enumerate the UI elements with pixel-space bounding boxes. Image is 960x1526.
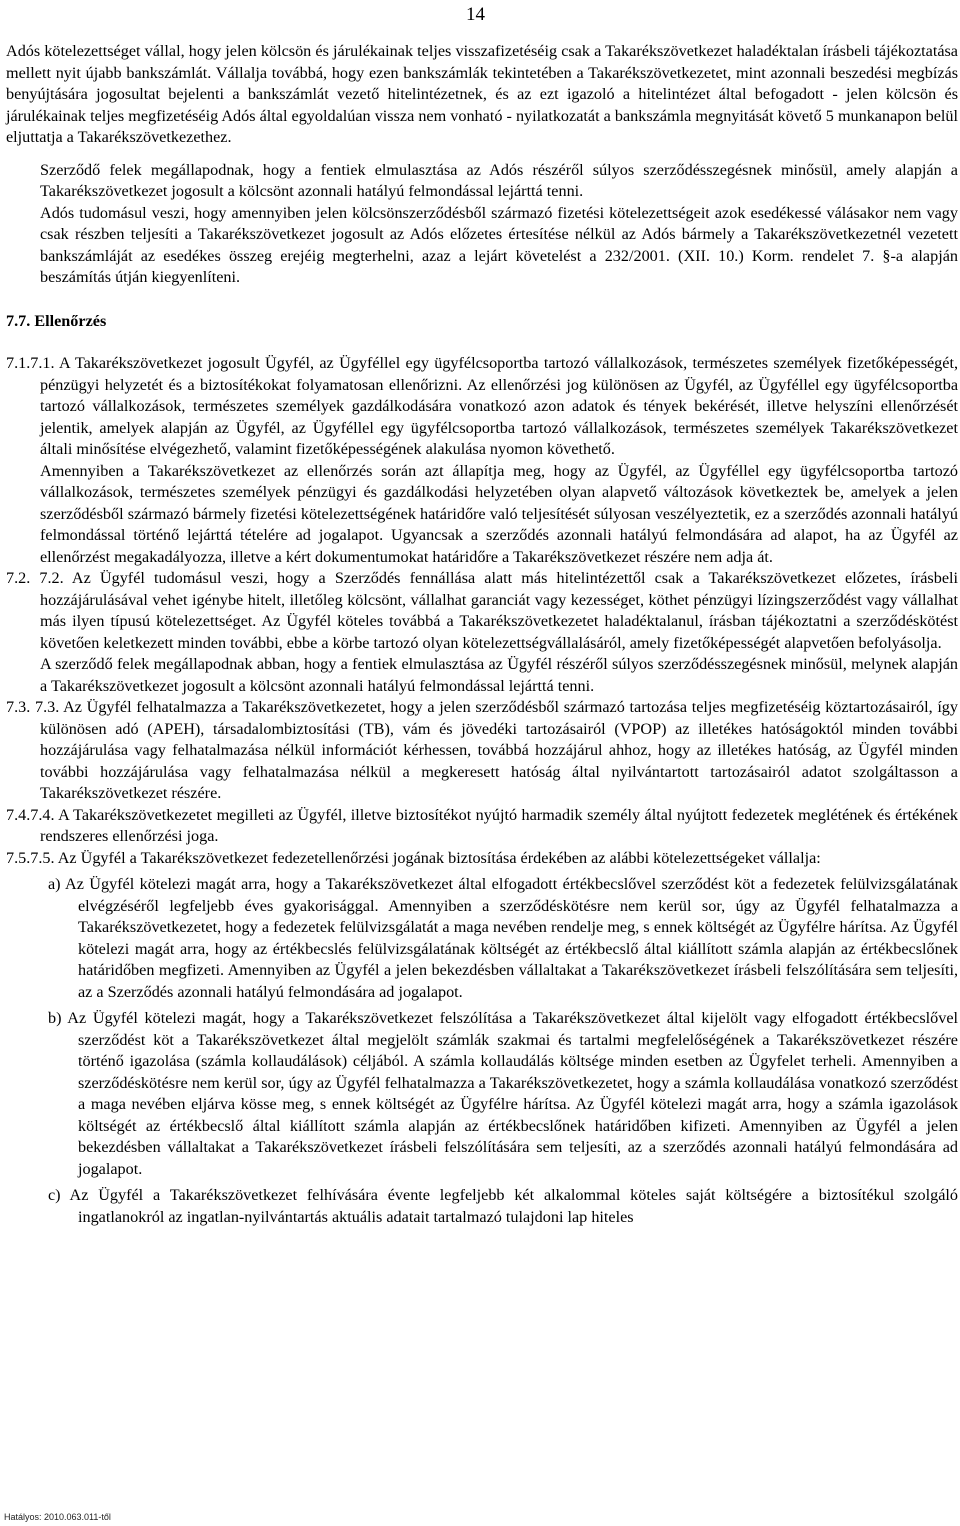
spacer <box>6 332 958 353</box>
paragraph-breach: Szerződő felek megállapodnak, hogy a fentiek elmulasztása az Adós részéről súlyos szerződésszegésnek minősül, amely alapján a Takarékszövetkezet jogosult a kölcsönt azonnali hatályú felmondással lejárttá tenni. <box>40 160 958 200</box>
spacer <box>6 149 958 160</box>
list-item-a: a) Az Ügyfél kötelezi magát arra, hogy a Takarékszövetkezet által elfogadott értékbecslővel szerződést köt a fedezetek felülvizsgálatának elvégzéséről legfeljebb éves gyakorisággal. Amennyiben a szerződéskötésre nem kerül sor, úgy az Ügyfél felhatalmazza a Takarékszövetkezetet, hogy a fedezetek felülvizsgálatát a maga nevében rendelje meg, s ennek költségét az Ügyfélre hárítsa. Az Ügyfél kötelezi magát arra, hogy az értékbecslés felülvizsgálatának költségét az értékbecslő által kiállított számla alapján az értékbecslőnek határidőben megfizeti. Amennyiben az Ügyfél a jelen bekezdésben vállaltakat a Takarékszövetkezet írásbeli felszólítására sem teljesíti, az a Szerződés azonnali hatályú felmondására ad jogalapot. <box>48 875 958 1001</box>
footer-validity: Hatályos: 2010.063.011-től <box>4 1512 111 1522</box>
spacer <box>6 289 958 311</box>
page-number: 14 <box>466 4 485 25</box>
section-7-5: 7.5.7.5. Az Ügyfél a Takarékszövetkezet fedezetellenőrzési jogának biztosítása érdekében az alábbi kötelezettségeket vállalja: <box>6 848 821 867</box>
section-7-1-continued: Amennyiben a Takarékszövetkezet az ellenőrzés során azt állapítja meg, hogy az Ügyfél, az Ügyféllel egy ügyfélcsoportba tartozó vállalkozások, természetes személyek pénzügyi és gazdálkodási helyzetében olyan alapvető változások következtek be, amelyek a jelen szerződésből származó bármely fizetési kötelezettségének határidőre való teljesítését súlyosan veszélyeztetik, ez a szerződés azonnali hatályú felmondással történő lejárttá tételére ad jogalapot. Ugyancsak a szerződés azonnali hatályú felmondására ad alapot, ha az Ügyfél az ellenőrzést megakadályozza, illetve a kért dokumentumokat határidőre a Takarékszövetkezet részére nem adja át. <box>40 461 958 566</box>
section-7-4: 7.4.7.4. A Takarékszövetkezetet megilleti az Ügyfél, illetve biztosítékot nyújtó harmadik személy által nyújtott fedezetek meglétének és értékének rendszeres ellenőrzési joga. <box>6 805 958 845</box>
section-7-3: 7.3. 7.3. Az Ügyfél felhatalmazza a Takarékszövetkezetet, hogy a jelen szerződésből származó tartozása teljes megfizetéséig köztartozásairól, így különösen adó (APEH), társadalombiztosítási (TB), vám és jövedéki tartozásairól (VPOP) az illetékes hatóságoktól minden további hozzájárulása vagy felhatalmazása nélkül információt kérhessen, továbbá hozzájárul ahhoz, hogy az illetékes hatóság, az Ügyfél minden további hozzájárulása vagy felhatalmazása nélkül a megkeresett hatóság által nyilvántartott tartozásairól adatot szolgáltasson a Takarékszövetkezet részére. <box>6 698 958 802</box>
section-heading: 7.7. Ellenőrzés <box>6 311 107 330</box>
list-item-c: c) Az Ügyfél a Takarékszövetkezet felhívására évente legfeljebb két alkalommal köteles saját költségére a biztosítékul szolgáló ingatlanokról az ingatlan-nyilvántartás aktuális adatait tartalmazó tulajdoni lap hiteles <box>48 1186 958 1226</box>
paragraph-offset: Adós tudomásul veszi, hogy amennyiben jelen kölcsönszerződésből származó fizetési kötelezettségeit azok esedékessé válásakor nem vagy csak részben teljesíti a Takarékszövetkezet jogosult az Adós előzetes értesítése nélkül az Adós bármely a Takarékszövetkezetnél vezetett bankszámláját az esedékes összeg erejéig megterhelni, azaz a lejárt követelést a 232/2001. (XII. 10.) Korm. rendelet 7. §-a alapján beszámítás útján kiegyenlíteni. <box>40 203 958 286</box>
section-7-2-continued: A szerződő felek megállapodnak abban, hogy a fentiek elmulasztása az Ügyfél részéről súlyos szerződésszegésnek minősül, melynek alapján a Takarékszövetkezet jogosult a kölcsönt azonnali hatályú felmondással lejárttá tenni. <box>40 655 958 695</box>
paragraph-account-opening: Adós kötelezettséget vállal, hogy jelen kölcsön és járulékainak teljes visszafizetéséig csak a Takarékszövetkezet haladéktalan írásbeli tájékoztatása mellett nyit újabb bankszámlát. Vállalja továbbá, hogy ezen bankszámlák tekintetében a Takarékszövetkezetet, mint azonnali beszedési megbízás benyújtására jogosultat bejelenti a bankszámlát vezető hitelintézetnek, és az ezt igazoló a hitelintézet által befogadott - jelen kölcsön és járulékainak teljes megfizetéséig Adós által egyoldalúan vissza nem vonható - nyilatkozatát a bankszámla megnyitását követő 5 munkanapon belül eljuttatja a Takarékszövetkezethez. <box>6 42 958 146</box>
section-7-2: 7.2. 7.2. Az Ügyfél tudomásul veszi, hogy a Szerződés fennállása alatt más hitelintézettől csak a Takarékszövetkezet előzetes, írásbeli hozzájárulásával vehet igénybe hitelt, illetőleg kölcsönt, vállalhat garanciát vagy kezességet, köthet pénzügyi lízingszerződést vagy vállalhat más ilyen típusú kötelezettséget. Az Ügyfél köteles továbbá a Takarékszövetkezetet haladéktalanul, írásban tájékoztatni a szerződéskötést követően keletkezett minden további, ebbe a körbe tartozó olyan kötelezettségvállalásáról, amely fizetőképességét alapvetően befolyásolja. <box>6 569 958 652</box>
document-body <box>6 41 958 1228</box>
list-item-b: b) Az Ügyfél kötelezi magát, hogy a Takarékszövetkezet felszólítása a Takarékszövetkezet által kijelölt vagy elfogadott értékbecslővel szerződést köt a Takarékszövetkezet által megjelölt számlák szakmai és tartalmi megfelelőségének a Takarékszövetkezet részére történő igazolása (számla kollaudálások) céljából. A számla kollaudálás költsége minden esetben az Ügyfelet terheli. Amennyiben a szerződéskötésre nem kerül sor, úgy az Ügyfél felhatalmazza a Takarékszövetkezetet, hogy a számla kollaudálása vonatkozó szerződést a maga nevében eljárva kösse meg, s ennek költségét az Ügyfélre hárítsa. Az Ügyfél kötelezi magát arra, hogy a számla igazolások költségét az értékbecslő által kiállított számla alapján az értékbecslőnek határidőben kifizeti. Amennyiben az Ügyfél a jelen bekezdésben vállaltakat a Takarékszövetkezet írásbeli felszólítására sem teljesíti, az a szerződés azonnali hatályú felmondására ad jogalapot. <box>48 1009 958 1178</box>
section-7-1: 7.1.7.1. A Takarékszövetkezet jogosult Ügyfél, az Ügyféllel egy ügyfélcsoportba tartozó vállalkozások, természetes személyek fizetőképességét, pénzügyi helyzetét és a biztosítékokat folyamatosan ellenőrizni. Az ellenőrzési jog különösen az Ügyfél, az Ügyféllel egy ügyfélcsoportba tartozó vállalkozások, természetes személyek gazdálkodására vonatkozó azon adatok és tények bekérését, illetve helyszíni ellenőrzését jelentik, amelyek alapján az Ügyfél, az Ügyféllel egy ügyfélcsoportba tartozó vállalkozások, természetes személyek Takarékszövetkezet általi minősítése elvégezhető, valamint fizetőképességének alakulása nyomon követhető. <box>6 354 958 458</box>
